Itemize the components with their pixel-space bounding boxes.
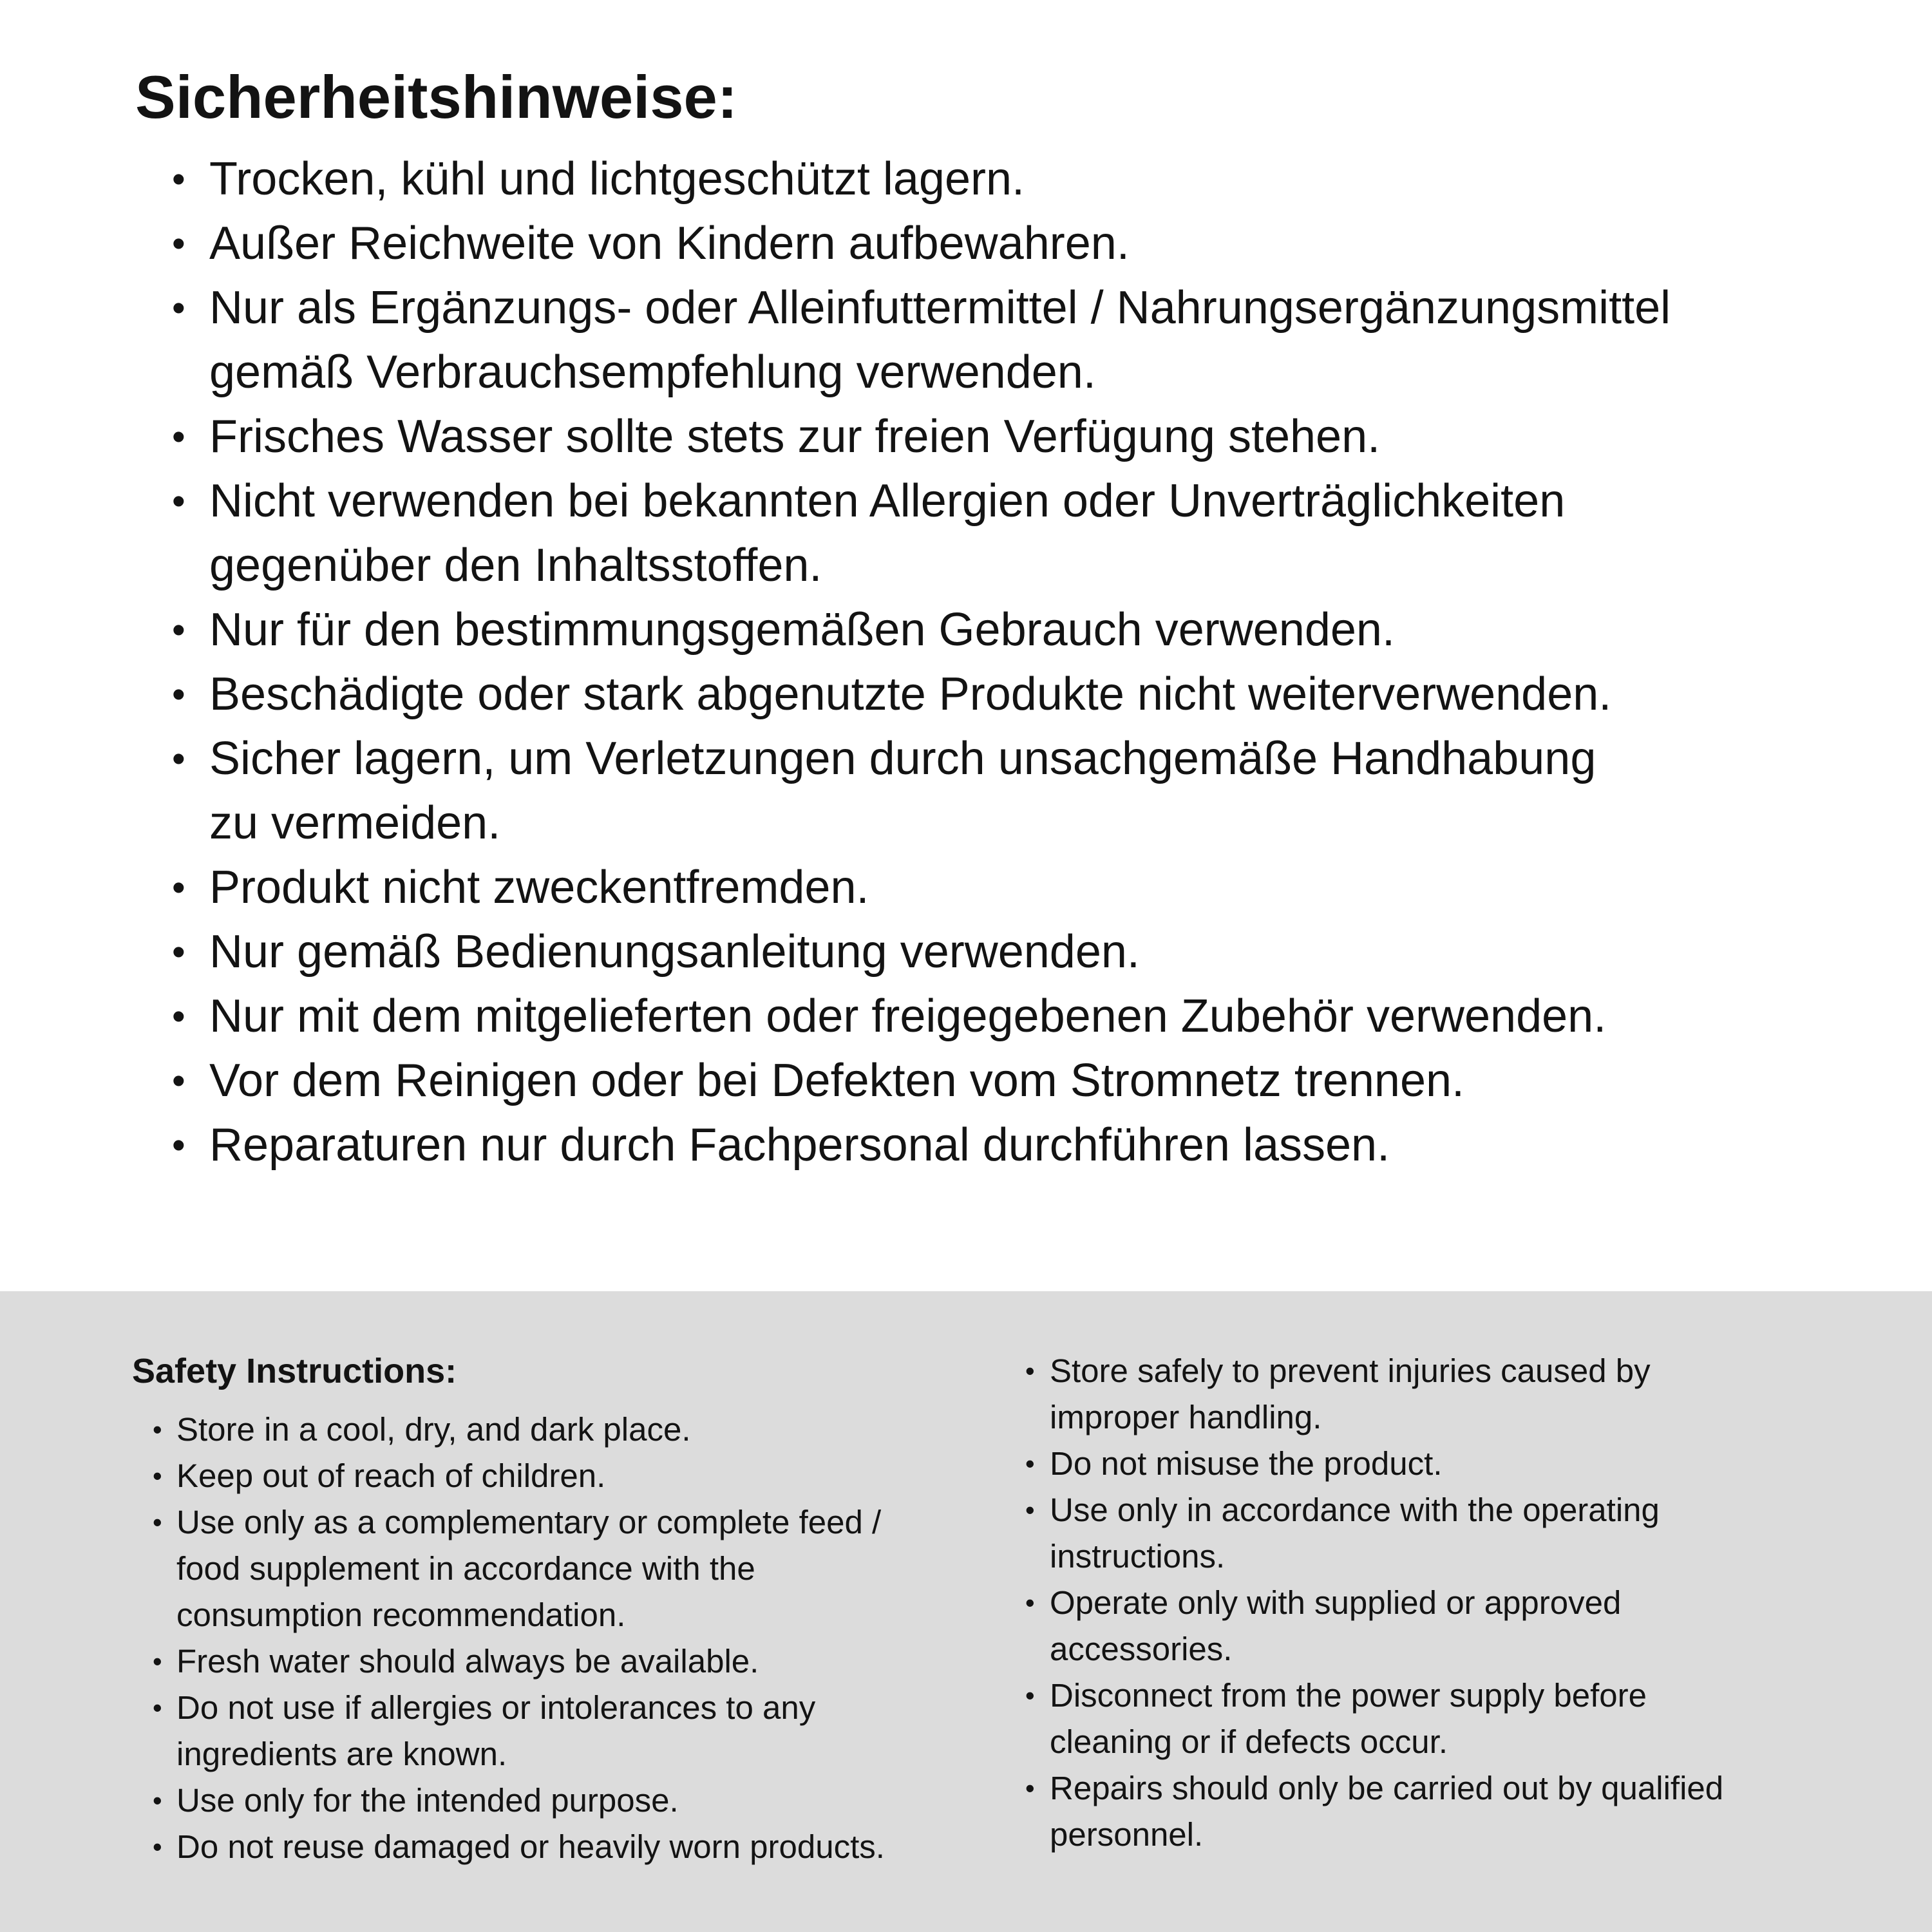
bullet-icon: •: [172, 222, 185, 265]
list-item: [172, 147, 1874, 211]
list-item-line: Store safely to prevent injuries caused by: [1050, 1352, 1651, 1389]
list-item-line: Sicher lagern, um Verletzungen durch unsachgemäße Handhabung: [209, 733, 1596, 784]
list-item: [153, 1499, 989, 1638]
bullet-icon: •: [153, 1832, 162, 1862]
list-item-line: Nur als Ergänzungs- oder Alleinfuttermittel / Nahrungsergänzungsmittel: [209, 282, 1671, 334]
list-item: [153, 1638, 989, 1685]
german-title: Sicherheitshinweise:: [135, 63, 738, 131]
list-item-line: Use only in accordance with the operating: [1050, 1492, 1660, 1528]
list-item-line: Nur mit dem mitgelieferten oder freigegebenen Zubehör verwenden.: [209, 990, 1607, 1042]
list-item-line: Do not use if allergies or intolerances to any: [176, 1689, 816, 1726]
english-right-column: [1025, 1348, 1874, 1932]
english-right-bullet-list: [1025, 1348, 1874, 1858]
list-item-line: Vor dem Reinigen oder bei Defekten vom Stromnetz trennen.: [209, 1055, 1465, 1106]
bullet-icon: •: [172, 737, 185, 780]
list-item-line: Nur gemäß Bedienungsanleitung verwenden.: [209, 926, 1140, 978]
list-item: [153, 1453, 989, 1499]
bullet-icon: •: [172, 609, 185, 651]
list-item-line: Frisches Wasser sollte stets zur freien Verfügung stehen.: [209, 411, 1381, 462]
list-item: [172, 855, 1874, 920]
german-bullet-list: [135, 147, 1874, 1177]
list-item-line: accessories.: [1050, 1631, 1233, 1667]
list-item: [172, 211, 1874, 276]
list-item-line: consumption recommendation.: [176, 1596, 626, 1633]
bullet-icon: •: [172, 931, 185, 973]
list-item: [172, 1048, 1874, 1113]
english-title: Safety Instructions:: [132, 1352, 457, 1390]
list-item: [153, 1777, 989, 1824]
bullet-icon: •: [153, 1414, 162, 1444]
list-item: [172, 726, 1874, 855]
list-item-line: Store in a cool, dry, and dark place.: [176, 1411, 691, 1448]
list-item-line: Keep out of reach of children.: [176, 1457, 606, 1494]
list-item-line: Außer Reichweite von Kindern aufbewahren.: [209, 218, 1130, 269]
list-item-line: Reparaturen nur durch Fachpersonal durchführen lassen.: [209, 1119, 1390, 1171]
list-item-line: improper handling.: [1050, 1399, 1322, 1435]
list-item-line: Operate only with supplied or approved: [1050, 1584, 1622, 1621]
list-item: [172, 276, 1874, 404]
bullet-icon: •: [1025, 1587, 1035, 1618]
list-item-line: Trocken, kühl und lichtgeschützt lagern.: [209, 153, 1025, 205]
bullet-icon: •: [153, 1785, 162, 1815]
list-item: [172, 404, 1874, 469]
list-item-line: instructions.: [1050, 1538, 1226, 1575]
list-item-line: Nicht verwenden bei bekannten Allergien oder Unverträglichkeiten: [209, 475, 1566, 527]
english-left-bullet-list: [132, 1406, 989, 1870]
list-item-line: ingredients are known.: [176, 1736, 507, 1772]
list-item: [1025, 1672, 1874, 1765]
list-item-line: Beschädigte oder stark abgenutzte Produkte nicht weiterverwenden.: [209, 668, 1612, 720]
bullet-icon: •: [172, 995, 185, 1037]
list-item: [1025, 1348, 1874, 1441]
bullet-icon: •: [1025, 1448, 1035, 1479]
list-item-line: zu vermeiden.: [209, 797, 501, 849]
list-item: [172, 1113, 1874, 1177]
english-left-column: [132, 1348, 989, 1932]
list-item-line: cleaning or if defects occur.: [1050, 1723, 1448, 1760]
list-item-line: Use only as a complementary or complete feed /: [176, 1504, 882, 1540]
list-item: [172, 469, 1874, 598]
list-item: [172, 920, 1874, 984]
list-item-line: Do not misuse the product.: [1050, 1445, 1443, 1482]
bullet-icon: •: [172, 1124, 185, 1166]
list-item: [153, 1406, 989, 1453]
bullet-icon: •: [172, 158, 185, 200]
bullet-icon: •: [153, 1692, 162, 1723]
bullet-icon: •: [1025, 1356, 1035, 1386]
list-item: [1025, 1441, 1874, 1487]
list-item-line: Repairs should only be carried out by qualified: [1050, 1770, 1724, 1806]
bullet-icon: •: [172, 1059, 185, 1102]
bullet-icon: •: [172, 673, 185, 715]
bullet-icon: •: [172, 287, 185, 329]
bullet-icon: •: [172, 415, 185, 458]
list-item: [153, 1824, 989, 1870]
english-section: [0, 1291, 1932, 1932]
list-item: [172, 598, 1874, 662]
bullet-icon: •: [172, 480, 185, 522]
list-item: [172, 984, 1874, 1048]
list-item-line: Produkt nicht zweckentfremden.: [209, 862, 869, 913]
list-item: [153, 1685, 989, 1777]
list-item-line: Disconnect from the power supply before: [1050, 1677, 1647, 1714]
list-item-line: Nur für den bestimmungsgemäßen Gebrauch verwenden.: [209, 604, 1395, 656]
bullet-icon: •: [1025, 1495, 1035, 1525]
list-item-line: gegenüber den Inhaltsstoffen.: [209, 540, 822, 591]
list-item: [172, 662, 1874, 726]
list-item-line: Do not reuse damaged or heavily worn products.: [176, 1828, 885, 1865]
list-item: [1025, 1487, 1874, 1580]
list-item: [1025, 1580, 1874, 1672]
bullet-icon: •: [1025, 1773, 1035, 1803]
bullet-icon: •: [1025, 1680, 1035, 1710]
bullet-icon: •: [153, 1461, 162, 1491]
list-item-line: gemäß Verbrauchsempfehlung verwenden.: [209, 346, 1096, 398]
list-item-line: food supplement in accordance with the: [176, 1550, 755, 1587]
list-item-line: personnel.: [1050, 1816, 1204, 1853]
list-item-line: Use only for the intended purpose.: [176, 1782, 679, 1819]
list-item-line: Fresh water should always be available.: [176, 1643, 759, 1680]
bullet-icon: •: [153, 1507, 162, 1537]
list-item: [1025, 1765, 1874, 1858]
bullet-icon: •: [172, 866, 185, 909]
bullet-icon: •: [153, 1646, 162, 1676]
